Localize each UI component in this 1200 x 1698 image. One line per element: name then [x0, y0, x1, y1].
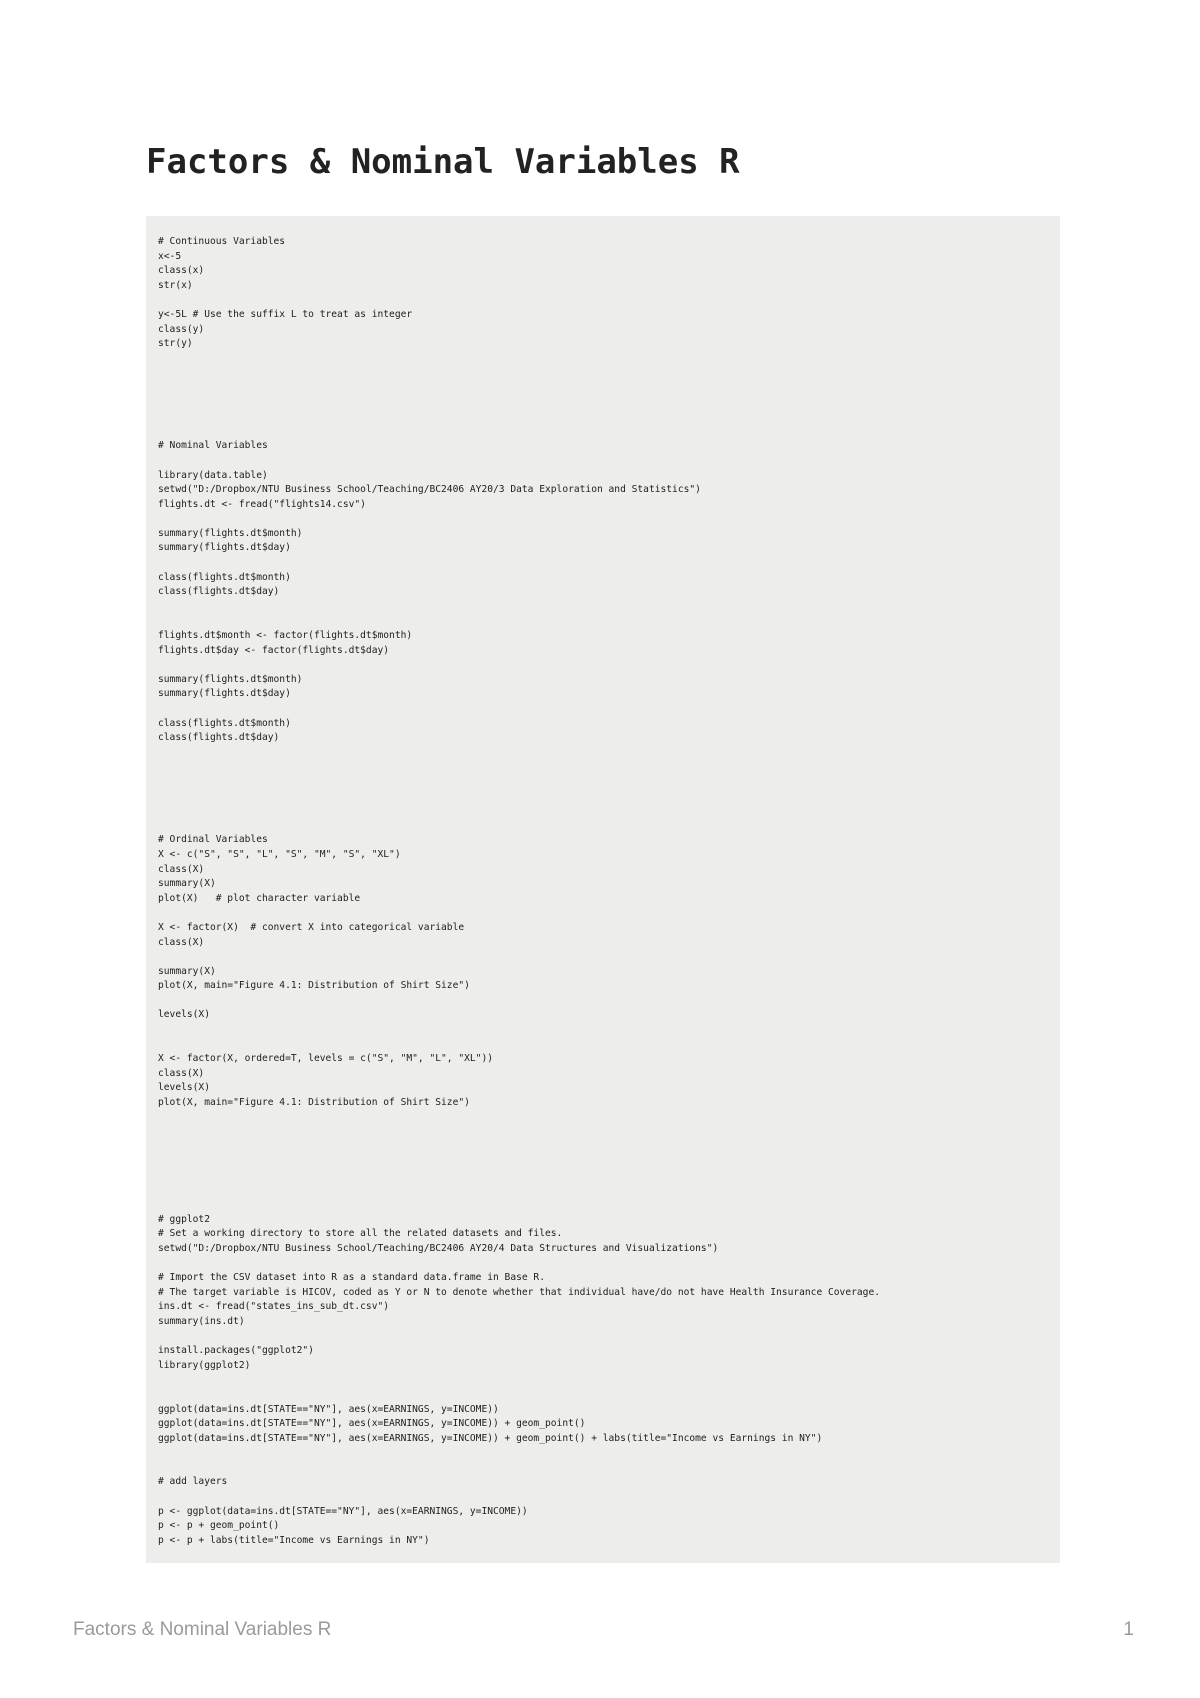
code-line — [158, 1388, 1048, 1403]
code-line: y<-5L # Use the suffix L to treat as integer — [158, 308, 413, 320]
code-block — [146, 216, 1060, 1563]
code-line — [158, 906, 1048, 921]
code-line — [158, 1373, 1048, 1388]
code-line: # Set a working directory to store all the related datasets and files. — [158, 1228, 563, 1240]
code-line: class(x) — [158, 265, 205, 277]
code-line — [158, 1461, 1048, 1476]
code-line: summary(flights.dt$day) — [158, 688, 291, 700]
code-line: p <- p + geom_point() — [158, 1520, 280, 1532]
code-line — [158, 1446, 1048, 1461]
code-line: plot(X, main="Figure 4.1: Distribution of Shirt Size") — [158, 980, 470, 992]
code-line: summary(flights.dt$month) — [158, 527, 303, 539]
code-line — [158, 760, 1048, 775]
code-line — [158, 1184, 1048, 1199]
code-line — [158, 658, 1048, 673]
code-line: library(data.table) — [158, 469, 268, 481]
code-line — [158, 396, 1048, 411]
code-line: setwd("D:/Dropbox/NTU Business School/Teaching/BC2406 AY20/3 Data Exploration and Statistics") — [158, 484, 701, 496]
code-line — [158, 366, 1048, 381]
code-line — [158, 556, 1048, 571]
code-line — [158, 1111, 1048, 1126]
code-line: summary(X) — [158, 878, 216, 890]
code-line — [158, 950, 1048, 965]
code-line: flights.dt$month <- factor(flights.dt$month) — [158, 630, 413, 642]
code-line: levels(X) — [158, 1082, 210, 1094]
code-line: plot(X, main="Figure 4.1: Distribution of Shirt Size") — [158, 1097, 470, 1109]
code-line — [158, 1257, 1048, 1272]
code-line — [158, 1140, 1048, 1155]
code-line — [158, 804, 1048, 819]
code-line: summary(flights.dt$month) — [158, 673, 303, 685]
code-line: flights.dt$day <- factor(flights.dt$day) — [158, 644, 390, 656]
code-line: class(flights.dt$month) — [158, 717, 291, 729]
code-line: class(flights.dt$month) — [158, 571, 291, 583]
code-line — [158, 1169, 1048, 1184]
code-line: class(flights.dt$day) — [158, 586, 280, 598]
code-line — [158, 1023, 1048, 1038]
code-line: p <- p + labs(title="Income vs Earnings in NY") — [158, 1534, 430, 1546]
code-line — [158, 702, 1048, 717]
footer-title: Factors & Nominal Variables R — [73, 1619, 332, 1640]
code-line — [158, 790, 1048, 805]
code-line — [158, 1154, 1048, 1169]
code-line: class(y) — [158, 323, 205, 335]
code-line — [158, 512, 1048, 527]
code-line — [158, 454, 1048, 469]
code-line: plot(X) # plot character variable — [158, 892, 361, 904]
code-line: class(X) — [158, 863, 205, 875]
code-line: # Continuous Variables — [158, 236, 286, 247]
code-line: # The target variable is HICOV, coded as Y or N to denote whether that individual have/do not have Health Insurance Coverage. — [158, 1286, 880, 1298]
code-line: str(y) — [158, 338, 193, 350]
code-line: summary(flights.dt$day) — [158, 542, 291, 554]
code-line — [158, 1490, 1048, 1505]
code-line: # ggplot2 — [158, 1213, 210, 1225]
footer-page-number: 1 — [1123, 1619, 1134, 1640]
code-line — [158, 1038, 1048, 1053]
code-line: str(x) — [158, 279, 193, 291]
code-line: p <- ggplot(data=ins.dt[STATE=="NY"], aes(x=EARNINGS, y=INCOME)) — [158, 1505, 528, 1517]
code-line — [158, 1330, 1048, 1345]
code-line — [158, 614, 1048, 629]
code-line — [158, 600, 1048, 615]
code-line: ins.dt <- fread("states_ins_sub_dt.csv") — [158, 1301, 390, 1313]
code-line: X <- factor(X) # convert X into categorical variable — [158, 921, 465, 933]
code-line: X <- c("S", "S", "L", "S", "M", "S", "XL") — [158, 848, 401, 860]
code-line: # Import the CSV dataset into R as a standard data.frame in Base R. — [158, 1272, 545, 1284]
code-line — [158, 819, 1048, 834]
code-line: x<-5 — [158, 250, 182, 262]
code-line — [158, 1198, 1048, 1213]
code-line: class(flights.dt$day) — [158, 732, 280, 744]
page-title: Factors & Nominal Variables R — [146, 142, 740, 182]
code-line — [158, 410, 1048, 425]
code-line: install.packages("ggplot2") — [158, 1345, 314, 1357]
code-line — [158, 352, 1048, 367]
code-line: class(X) — [158, 1067, 205, 1079]
code-line: levels(X) — [158, 1009, 210, 1021]
code-line: X <- factor(X, ordered=T, levels = c("S", "M", "L", "XL")) — [158, 1053, 494, 1065]
code-line: ggplot(data=ins.dt[STATE=="NY"], aes(x=EARNINGS, y=INCOME)) — [158, 1403, 499, 1415]
code-line: class(X) — [158, 936, 205, 948]
code-line: summary(X) — [158, 965, 216, 977]
code-line — [158, 425, 1048, 440]
code-line — [158, 994, 1048, 1009]
code-line: summary(ins.dt) — [158, 1315, 245, 1327]
code-line: setwd("D:/Dropbox/NTU Business School/Teaching/BC2406 AY20/4 Data Structures and Visualizations") — [158, 1242, 719, 1254]
code-line — [158, 1125, 1048, 1140]
code-line: # Nominal Variables — [158, 440, 268, 452]
code-line: # Ordinal Variables — [158, 834, 268, 846]
code-line: library(ggplot2) — [158, 1359, 251, 1371]
code-line: ggplot(data=ins.dt[STATE=="NY"], aes(x=EARNINGS, y=INCOME)) + geom_point() + labs(title="Income vs Earnings in NY") — [158, 1432, 823, 1444]
code-line — [158, 293, 1048, 308]
code-line — [158, 775, 1048, 790]
code-line: # add layers — [158, 1476, 228, 1488]
code-line: ggplot(data=ins.dt[STATE=="NY"], aes(x=EARNINGS, y=INCOME)) + geom_point() — [158, 1418, 586, 1430]
code-line — [158, 381, 1048, 396]
code-line — [158, 746, 1048, 761]
code-line: flights.dt <- fread("flights14.csv") — [158, 498, 366, 510]
